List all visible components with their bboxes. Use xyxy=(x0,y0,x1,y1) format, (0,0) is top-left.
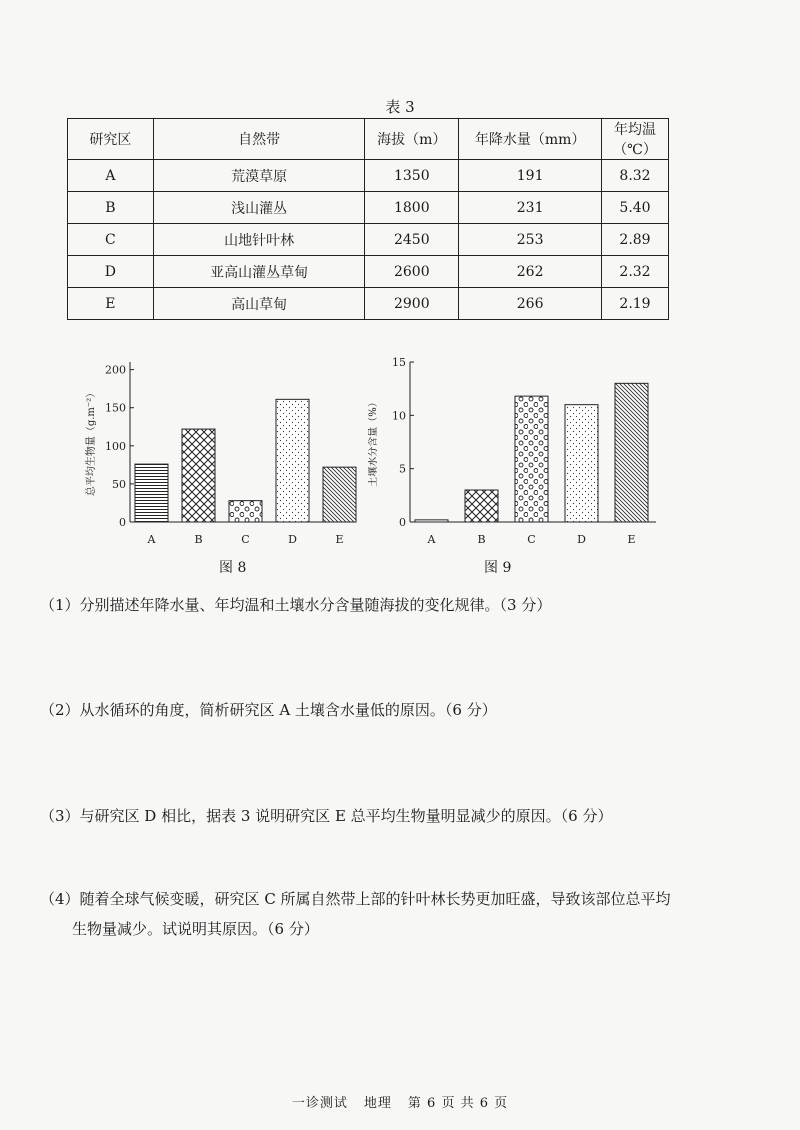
x-tick-label: D xyxy=(288,533,297,546)
table-cell: 2.19 xyxy=(602,288,669,320)
header-cell: 海拔（m） xyxy=(365,119,459,160)
table-cell: A xyxy=(68,160,154,192)
x-tick-label: E xyxy=(627,533,636,546)
table-cell: 2600 xyxy=(365,256,459,288)
table-cell: 山地针叶林 xyxy=(153,224,365,256)
table-cell: 高山草甸 xyxy=(153,288,365,320)
question-3-text: （3）与研究区 D 相比，据表 3 说明研究区 E 总平均生物量明显减少的原因。（6 分） xyxy=(40,807,613,825)
x-tick-label: A xyxy=(147,533,156,546)
table-cell: 2900 xyxy=(365,288,459,320)
table-row xyxy=(68,192,669,224)
header-cell: 研究区 xyxy=(68,119,154,160)
table-cell: 253 xyxy=(459,224,602,256)
bar-E xyxy=(323,467,356,522)
table-caption: 表 3 xyxy=(385,98,415,116)
question-2-text: （2）从水循环的角度，简析研究区 A 土壤含水量低的原因。（6 分） xyxy=(40,701,497,719)
table-cell: 1800 xyxy=(365,192,459,224)
table-row xyxy=(68,288,669,320)
table-cell: 1350 xyxy=(365,160,459,192)
table-cell: 荒漠草原 xyxy=(153,160,365,192)
x-tick-label: C xyxy=(241,533,250,546)
table-row xyxy=(68,256,669,288)
y-axis-label: 总平均生物量（g.m⁻²） xyxy=(86,387,97,497)
header-cell: 年降水量（mm） xyxy=(459,119,602,160)
table-row xyxy=(68,224,669,256)
table-cell: D xyxy=(68,256,154,288)
bar-A xyxy=(135,464,168,522)
table-cell: 5.40 xyxy=(602,192,669,224)
bar-B xyxy=(465,490,498,522)
y-tick-label: 0 xyxy=(119,516,126,529)
page-footer xyxy=(0,1092,800,1111)
table-cell: C xyxy=(68,224,154,256)
bar-D xyxy=(276,399,309,522)
question-4-continuation: 生物量减少。试说明其原因。（6 分） xyxy=(72,920,319,938)
header-cell: 年均温（℃） xyxy=(602,119,669,160)
table-row xyxy=(68,160,669,192)
chart-figure-8 xyxy=(84,352,364,562)
bar-C xyxy=(515,396,548,522)
question-1-text: （1）分别描述年降水量、年均温和土壤水分含量随海拔的变化规律。（3 分） xyxy=(40,596,552,614)
y-tick-label: 10 xyxy=(392,409,406,423)
table-cell: B xyxy=(68,192,154,224)
chart-figure-9 xyxy=(368,352,668,562)
table-cell: 2450 xyxy=(365,224,459,256)
y-axis-label: 土壤水分含量（%） xyxy=(368,397,379,487)
table-cell: 亚高山灌丛草甸 xyxy=(153,256,365,288)
table-cell: 2.32 xyxy=(602,256,669,288)
y-tick-label: 100 xyxy=(105,439,126,453)
figure-8-caption: 图 8 xyxy=(219,560,247,576)
footer-subject: 地理 xyxy=(363,1096,392,1111)
header-cell: 自然带 xyxy=(153,119,365,160)
y-tick-label: 150 xyxy=(105,401,126,415)
y-tick-label: 0 xyxy=(399,516,406,529)
footer-exam: 一诊测试 xyxy=(291,1096,348,1111)
table-cell: 8.32 xyxy=(602,160,669,192)
x-tick-label: A xyxy=(427,533,436,546)
question-1 xyxy=(40,590,770,620)
y-tick-label: 5 xyxy=(399,462,406,476)
y-tick-label: 50 xyxy=(112,477,126,491)
bar-C xyxy=(229,501,262,522)
x-tick-label: E xyxy=(335,533,344,546)
question-4 xyxy=(40,884,770,944)
table-cell: E xyxy=(68,288,154,320)
question-4-text: （4）随着全球气候变暖，研究区 C 所属自然带上部的针叶林长势更加旺盛，导致该部位总平均 xyxy=(40,890,671,908)
figure-9-caption: 图 9 xyxy=(484,560,512,576)
table-header-row xyxy=(68,119,669,160)
x-tick-label: B xyxy=(477,533,486,546)
table-cell: 266 xyxy=(459,288,602,320)
x-tick-label: B xyxy=(194,533,203,546)
y-tick-label: 200 xyxy=(105,363,126,377)
question-2 xyxy=(40,695,770,725)
question-3 xyxy=(40,801,770,831)
table-cell: 262 xyxy=(459,256,602,288)
bar-D xyxy=(565,405,598,522)
table-cell: 231 xyxy=(459,192,602,224)
footer-page: 第 6 页 共 6 页 xyxy=(407,1096,509,1111)
x-tick-label: D xyxy=(577,533,586,546)
bar-A xyxy=(415,520,448,522)
table-cell: 191 xyxy=(459,160,602,192)
bar-B xyxy=(182,429,215,522)
table-cell: 2.89 xyxy=(602,224,669,256)
table-cell: 浅山灌丛 xyxy=(153,192,365,224)
data-table xyxy=(67,118,669,320)
x-tick-label: C xyxy=(527,533,536,546)
y-tick-label: 15 xyxy=(392,356,406,369)
bar-E xyxy=(615,383,648,522)
